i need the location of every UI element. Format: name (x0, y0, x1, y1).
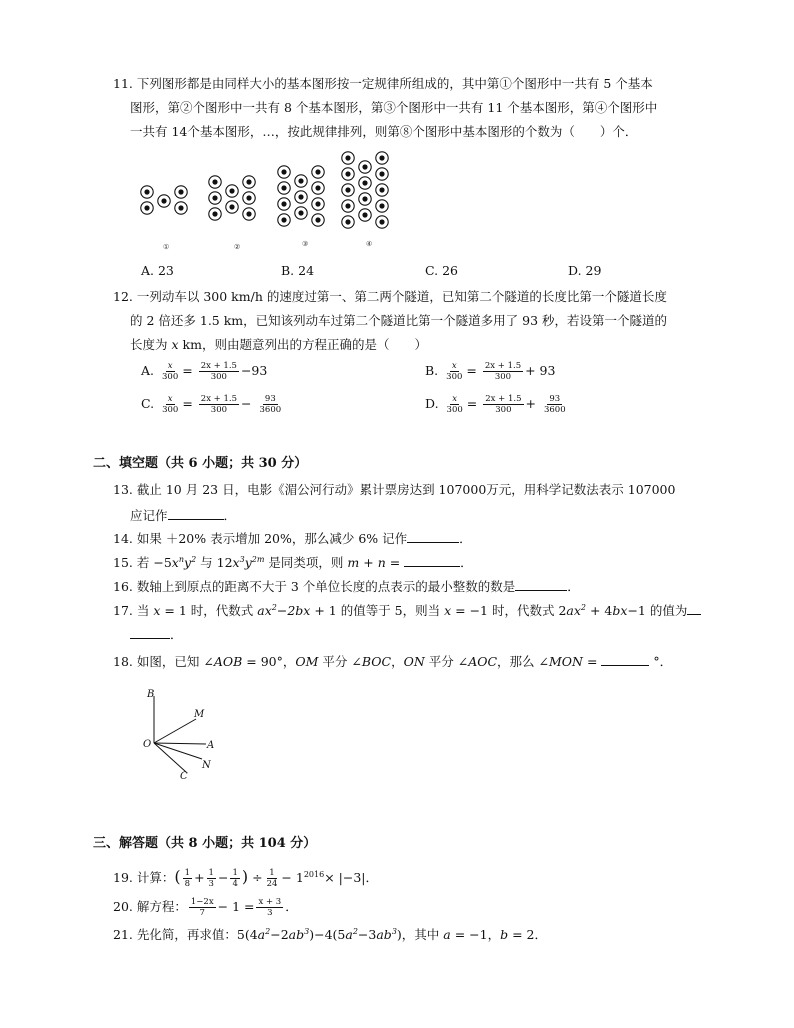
q17-line2: ． (130, 626, 183, 643)
fraction: $\frac{x}{300}$ (162, 394, 179, 415)
q15-answer-blank[interactable] (404, 554, 460, 567)
q12-option-b[interactable]: B. $\frac{x}{300}$ = $\frac{2x + 1.5}{300}$ + 93 (425, 361, 556, 382)
q11-line1 (113, 76, 653, 92)
q14-answer-blank[interactable] (407, 530, 459, 543)
q16-answer-blank[interactable] (515, 578, 567, 591)
q11-text-1: 下列图形都是由同样大小的基本图形按一定规律所组成的，其中第①个图形中一共有 5 个基本 (136, 76, 653, 91)
q19-line: 19. 计算：( $\frac{1}{8}$ + $\frac{1}{3}$ − $\frac{1}{4}$ ) ÷ $\frac{1}{24}$ − $1^{2016}\times |-3|$． (113, 867, 378, 889)
basic-shape-dot-circle (158, 195, 170, 207)
fraction: $\frac{x}{300}$ (162, 361, 179, 382)
q12-number: 12. (113, 289, 133, 304)
basic-shape-dot-circle (175, 186, 187, 198)
label-b: B (147, 689, 155, 700)
figure-label-4: ④ (366, 240, 373, 248)
q13-line2: 应记作 ． (130, 508, 237, 523)
basic-shape-dot-circle (312, 198, 324, 210)
fraction: $\frac{x}{300}$ (446, 361, 463, 382)
q13-answer-blank[interactable] (168, 507, 224, 520)
q14-line: 14. 如果 ＋20% 表示增加 20%，那么减少 6% 记作 ． (113, 531, 472, 546)
basic-shape-dot-circle (342, 168, 354, 180)
q21-line: 21. 先化简，再求值：$5(4a^2-2ab^3)-4(5a^2-3ab^3)$，其中 a = −1，b = 2． (113, 926, 547, 942)
basic-shape-dot-circle (342, 152, 354, 164)
basic-shape-dot-circle (141, 186, 153, 198)
q11-option-a[interactable]: A. 23 (141, 263, 174, 278)
q12-option-d[interactable]: D. $\frac{x}{300}$ = $\frac{2x + 1.5}{300}$ + $\frac{93}{3600}$ (425, 394, 566, 415)
basic-shape-dot-circle (243, 176, 255, 188)
ray-oc (154, 743, 186, 772)
label-a: A (207, 740, 215, 751)
q18-answer-blank[interactable] (601, 653, 649, 666)
basic-shape-dot-circle (295, 175, 307, 187)
basic-shape-dot-circle (278, 166, 290, 178)
basic-shape-dot-circle (359, 177, 371, 189)
q13-line1: 13. 截止 10 月 23 日，电影《湄公河行动》累计票房达到 107000万元，用科学记数法表示 107000 (113, 482, 676, 497)
basic-shape-dot-circle (209, 208, 221, 220)
angle-diagram (138, 686, 228, 782)
section-2-heading: 二、填空题（共 6 小题；共 30 分） (93, 456, 308, 471)
q11-figures (0, 140, 794, 260)
q11-number: 11. (113, 76, 133, 91)
q11-line3: 一共有 14个基本图形，…，按此规律排列，则第⑧个图形中基本图形的个数为（ ）个． (130, 124, 638, 139)
fraction: $\frac{2x + 1.5}{300}$ (200, 394, 238, 415)
figure-label-3: ③ (302, 240, 309, 248)
q11-option-c[interactable]: C. 26 (425, 263, 458, 278)
fraction: $\frac{93}{3600}$ (259, 394, 282, 415)
fraction: $\frac{x}{300}$ (446, 394, 463, 415)
q12-option-c[interactable]: C. $\frac{x}{300}$ = $\frac{2x + 1.5}{300}$ − $\frac{93}{3600}$ (141, 394, 282, 415)
basic-shape-dot-circle (342, 200, 354, 212)
label-c: C (180, 771, 188, 782)
q16-line: 16. 数轴上到原点的距离不大于 3 个单位长度的点表示的最小整数的数是 ． (113, 579, 580, 594)
basic-shape-dot-circle (209, 176, 221, 188)
q11-line2: 图形，第②个图形中一共有 8 个基本图形，第③个图形中一共有 11 个基本图形，第④个图形中 (130, 100, 658, 115)
q11-option-b[interactable]: B. 24 (281, 263, 315, 278)
basic-shape-dot-circle (376, 184, 388, 196)
section-3-heading: 三、解答题（共 8 小题；共 104 分） (93, 836, 317, 851)
basic-shape-dot-circle (278, 198, 290, 210)
q20-line: 20. 解方程： $\frac{1-2x}{7}$ − 1 = $\frac{x + 3}{3}$ ． (113, 897, 298, 918)
basic-shape-dot-circle (312, 214, 324, 226)
basic-shape-dot-circle (278, 182, 290, 194)
basic-shape-dot-circle (312, 166, 324, 178)
basic-shape-dot-circle (376, 216, 388, 228)
basic-shape-dot-circle (376, 200, 388, 212)
basic-shape-dot-circle (359, 161, 371, 173)
basic-shape-dot-circle (359, 209, 371, 221)
basic-shape-dot-circle (376, 168, 388, 180)
q12-line1 (113, 289, 667, 305)
basic-shape-dot-circle (295, 191, 307, 203)
basic-shape-dot-circle (226, 201, 238, 213)
basic-shape-dot-circle (226, 185, 238, 197)
ray-on (154, 743, 202, 759)
fraction: $\frac{2x + 1.5}{300}$ (200, 361, 237, 382)
basic-shape-dot-circle (209, 192, 221, 204)
basic-shape-dot-circle (359, 193, 371, 205)
basic-shape-dot-circle (243, 192, 255, 204)
q12-line3: 长度为 x km，则由题意列出的方程正确的是（ ） (130, 337, 427, 352)
q12-text-1: 一列动车以 300 km/h 的速度过第一、第二两个隧道，已知第二个隧道的长度比第一个隧道长度 (136, 289, 667, 304)
q17-answer-blank-end[interactable] (130, 626, 170, 639)
fraction: $\frac{2x + 1.5}{300}$ (485, 394, 522, 415)
basic-shape-dot-circle (278, 214, 290, 226)
figure-label-1: ① (163, 243, 170, 251)
basic-shape-dot-circle (141, 202, 153, 214)
basic-shape-dot-circle (342, 216, 354, 228)
q12-option-a[interactable]: A. $\frac{x}{300}$ = $\frac{2x + 1.5}{300}$ −93 (141, 361, 268, 382)
label-n: N (202, 760, 211, 771)
q11-option-d[interactable]: D. 29 (568, 263, 602, 278)
ray-om (154, 719, 196, 743)
label-m: M (194, 709, 205, 720)
fraction: $\frac{2x + 1.5}{300}$ (484, 361, 522, 382)
basic-shape-dot-circle (342, 184, 354, 196)
basic-shape-dot-circle (175, 202, 187, 214)
q18-line: 18. 如图，已知 ∠AOB = 90°，OM 平分 ∠BOC，ON 平分 ∠AOC，那么 ∠MON = °． (113, 654, 673, 669)
basic-shape-dot-circle (312, 182, 324, 194)
q12-line2: 的 2 倍还多 1.5 km，已知该列动车过第二个隧道比第一个隧道多用了 93 秒，若设第一个隧道的 (130, 313, 668, 328)
basic-shape-dot-circle (243, 208, 255, 220)
q17-line1: 17. 当 x = 1 时，代数式 $ax^2-2bx + 1$ 的值等于 5，则当 x = −1 时，代数式 $2ax^2 + 4bx-1$ 的值为 (113, 602, 701, 619)
q15-line: 15. 若 $-5x^ny^2$ 与 $12x^3y^{2m}$ 是同类项，则 m + n = ． (113, 554, 473, 570)
ray-oa (154, 743, 206, 744)
fraction: $\frac{93}{3600}$ (543, 394, 566, 415)
basic-shape-dot-circle (376, 152, 388, 164)
figure-label-2: ② (234, 243, 241, 251)
label-o: O (143, 739, 152, 750)
basic-shape-dot-circle (295, 207, 307, 219)
q17-answer-blank-start[interactable] (687, 602, 701, 615)
